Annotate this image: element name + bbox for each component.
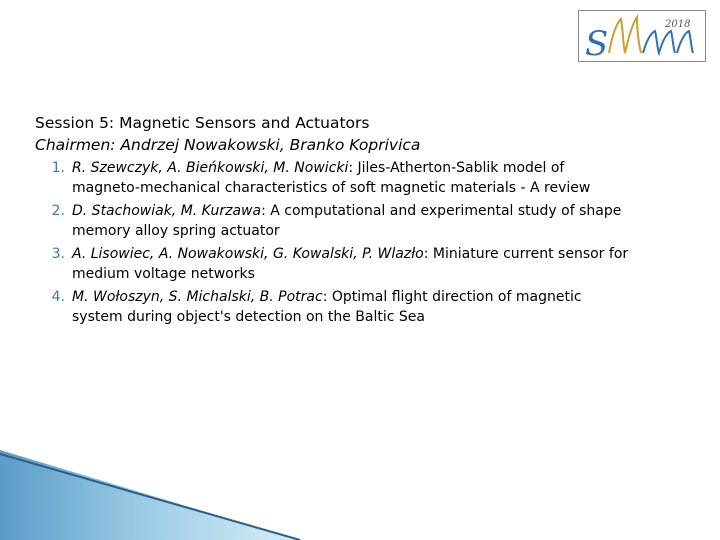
paper-title: : Jiles-Atherton-Sablik model of magneto-mechanical characteristics of soft magnetic materials - A review xyxy=(72,160,591,196)
paper-title: : Miniature current sensor for medium voltage networks xyxy=(72,246,629,282)
paper-authors: A. Lisowiec, A. Nowakowski, G. Kowalski, P. Wlazło xyxy=(72,246,424,262)
session-title: Session 5: Magnetic Sensors and Actuators xyxy=(35,114,370,132)
paper-title: : A computational and experimental study of shape memory alloy spring actuator xyxy=(72,203,622,239)
list-item xyxy=(35,201,635,241)
paper-authors: R. Szewczyk, A. Bieńkowski, M. Nowicki xyxy=(72,160,349,176)
list-number: 2. xyxy=(51,203,65,219)
session-chairmen: Chairmen: Andrzej Nowakowski, Branko Koprivica xyxy=(35,136,421,154)
paper-list xyxy=(35,158,635,327)
paper-authors: D. Stachowiak, M. Kurzawa xyxy=(72,203,262,219)
logo-year: 2018 xyxy=(665,19,691,30)
conference-logo xyxy=(578,10,706,62)
session-content xyxy=(35,112,635,330)
paper-title: : Optimal flight direction of magnetic system during object's detection on the Baltic Sea xyxy=(72,289,582,325)
list-item xyxy=(35,244,635,284)
svg-text:S: S xyxy=(585,24,609,61)
list-number: 3. xyxy=(51,246,65,262)
decorative-wedge xyxy=(0,450,720,540)
list-number: 4. xyxy=(51,289,65,305)
paper-authors: M. Wołoszyn, S. Michalski, B. Potrac xyxy=(72,289,323,305)
list-item xyxy=(35,158,635,198)
list-number: 1. xyxy=(51,160,65,176)
list-item xyxy=(35,287,635,327)
